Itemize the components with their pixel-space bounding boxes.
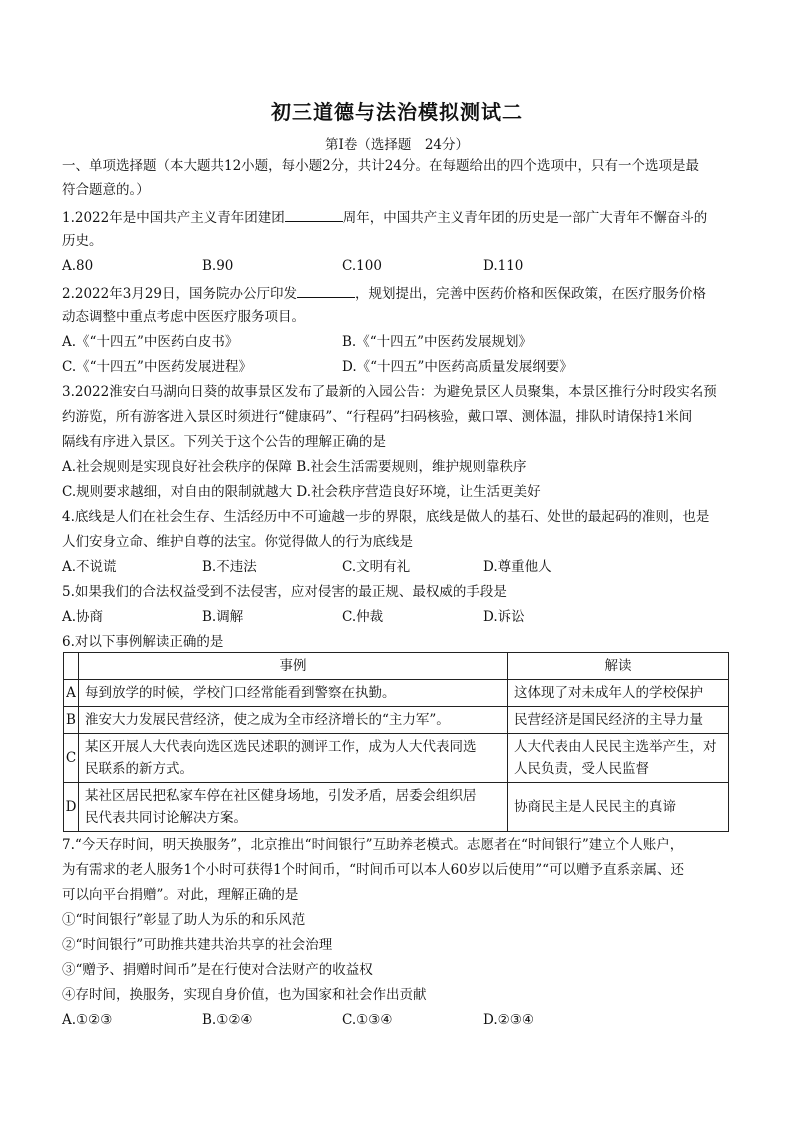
section-instructions-line-1: 一、单项选择题（本大题共12小题，每小题2分，共计24分。在每题给出的四个选项中，只有一个选项是最 <box>62 158 699 174</box>
q7-stem-line-1: 7.“今天存时间，明天换服务”，北京推出“时间银行”互助养老模式。志愿者在“时间银行”建立个人账户， <box>62 837 684 853</box>
q4-stem-line-1: 4.底线是人们在社会生存、生活经历中不可逾越一步的界限，底线是做人的基石、处世的最起码的准则，也是 <box>62 509 710 525</box>
q1-option-d: D.110 <box>483 258 524 274</box>
q7-option-a: A.①②③ <box>62 1012 113 1028</box>
q1-stem-line-2: 历史。 <box>62 233 103 249</box>
q1-option-a: A.80 <box>62 258 94 274</box>
q3-stem-line-1: 3.2022淮安白马湖向日葵的故事景区发布了最新的入园公告：为避免景区人员聚集，本景区推行分时段实名预 <box>62 384 717 400</box>
q7-stem-line-3: 可以向平台捐赠”。对此，理解正确的是 <box>62 887 299 903</box>
q2-answer-blank <box>297 283 355 298</box>
q6-row-case: 淮安大力发展民营经济，使之成为全市经济增长的“主力军”。 <box>79 707 508 734</box>
q5-option-b: B.调解 <box>202 609 244 625</box>
q7-stem-line-2: 为有需求的老人服务1个小时可获得1个时间币，“时间币可以本人60岁以后使用”“可以赠予直系亲属、还 <box>62 862 685 878</box>
table-row <box>64 707 729 734</box>
q6-stem: 6.对以下事例解读正确的是 <box>62 634 224 650</box>
q7-option-b: B.①②④ <box>202 1012 253 1028</box>
q2-stem-part-b: ，规划提出，完善中医药价格和医保政策，在医疗服务价格 <box>355 286 707 302</box>
q6-row-reading: 协商民主是人民民主的真谛 <box>508 783 729 832</box>
q6-row-key: C <box>64 734 79 783</box>
q7-item-1: ①“时间银行”彰显了助人为乐的和乐风范 <box>62 912 306 928</box>
q5-option-d: D.诉讼 <box>483 609 525 625</box>
q4-option-d: D.尊重他人 <box>483 559 552 575</box>
q1-option-c: C.100 <box>342 258 382 274</box>
q6-header-key-cell <box>64 653 79 680</box>
q6-row-reading <box>508 734 729 783</box>
q7-item-2: ②“时间银行”可助推共建共治共享的社会治理 <box>62 937 333 953</box>
table-row <box>64 734 729 783</box>
q6-row-key: B <box>64 707 79 734</box>
q4-option-c: C.文明有礼 <box>342 559 411 575</box>
page-title: 初三道德与法治模拟测试二 <box>271 100 523 124</box>
q6-row-case <box>79 783 508 832</box>
q1-answer-blank <box>285 207 343 222</box>
q2-stem-line-1 <box>62 283 706 303</box>
q6-row-case-line: 某社区居民把私家车停在社区健身场地，引发矛盾，居委会组织居 <box>85 788 477 804</box>
q2-stem-part-a: 2.2022年3月29日，国务院办公厅印发 <box>62 286 298 302</box>
table-row <box>64 783 729 832</box>
q3-stem-line-2: 约游览，所有游客进入景区时须进行“健康码”、“行程码”扫码核验，戴口罩、测体温，排队时请保持1米间 <box>62 409 693 425</box>
q6-row-reading: 这体现了对未成年人的学校保护 <box>508 680 729 707</box>
part-subtitle: 第Ⅰ卷（选择题 24分） <box>324 137 469 153</box>
q6-case-table <box>63 652 729 832</box>
q7-option-d: D.②③④ <box>483 1012 534 1028</box>
q1-stem-part-a: 1.2022年是中国共产主义青年团建团 <box>62 210 285 226</box>
q4-stem-line-2: 人们安身立命、维护自尊的法宝。你觉得做人的行为底线是 <box>62 534 413 550</box>
q6-row-case <box>79 734 508 783</box>
q4-option-b: B.不违法 <box>202 559 257 575</box>
q3-options-ab: A.社会规则是实现良好社会秩序的保障 B.社会生活需要规则，维护规则靠秩序 <box>62 459 527 475</box>
q5-stem: 5.如果我们的合法权益受到不法侵害，应对侵害的最正规、最权威的手段是 <box>62 584 507 600</box>
q6-row-case-line: 民代表共同讨论解决方案。 <box>85 810 247 826</box>
q6-table-header-row <box>64 653 729 680</box>
q2-stem-line-2: 动态调整中重点考虑中医医疗服务项目。 <box>62 309 305 325</box>
table-row <box>64 680 729 707</box>
q5-option-a: A.协商 <box>62 609 104 625</box>
q4-option-a: A.不说谎 <box>62 559 117 575</box>
q5-option-c: C.仲裁 <box>342 609 384 625</box>
section-instructions-line-2: 符合题意的。） <box>62 182 150 198</box>
q2-option-c: C.《“十四五”中医药发展进程》 <box>62 359 252 375</box>
q6-header-reading: 解读 <box>508 653 729 680</box>
q6-row-case-line: 某区开展人大代表向选区选民述职的测评工作，成为人大代表同选 <box>85 739 477 755</box>
q3-options-cd: C.规则要求越细，对自由的限制就越大 D.社会秩序营造良好环境，让生活更美好 <box>62 484 541 500</box>
q2-option-d: D.《“十四五”中医药高质量发展纲要》 <box>342 359 573 375</box>
q6-row-reading-line: 人民负责，受人民监督 <box>514 761 649 777</box>
q7-item-4: ④存时间，换服务，实现自身价值，也为国家和社会作出贡献 <box>62 987 427 1003</box>
q7-item-3: ③“赠予、捐赠时间币”是在行使对合法财产的收益权 <box>62 962 373 978</box>
q1-stem-part-b: 周年，中国共产主义青年团的历史是一部广大青年不懈奋斗的 <box>342 210 708 226</box>
q3-stem-line-3: 隔线有序进入景区。下列关于这个公告的理解正确的是 <box>62 434 386 450</box>
q6-row-reading: 民营经济是国民经济的主导力量 <box>508 707 729 734</box>
q2-option-b: B.《“十四五”中医药发展规划》 <box>342 334 533 350</box>
q6-row-case: 每到放学的时候，学校门口经常能看到警察在执勤。 <box>79 680 508 707</box>
q1-stem-line-1 <box>62 207 707 227</box>
q6-row-key: A <box>64 680 79 707</box>
q7-option-c: C.①③④ <box>342 1012 393 1028</box>
q2-option-a: A.《“十四五”中医药白皮书》 <box>62 334 239 350</box>
q6-header-case: 事例 <box>79 653 508 680</box>
q1-option-b: B.90 <box>202 258 234 274</box>
q6-row-case-line: 民联系的新方式。 <box>85 761 193 777</box>
q6-row-reading-line: 人大代表由人民民主选举产生，对 <box>514 739 717 755</box>
q6-row-key: D <box>64 783 79 832</box>
